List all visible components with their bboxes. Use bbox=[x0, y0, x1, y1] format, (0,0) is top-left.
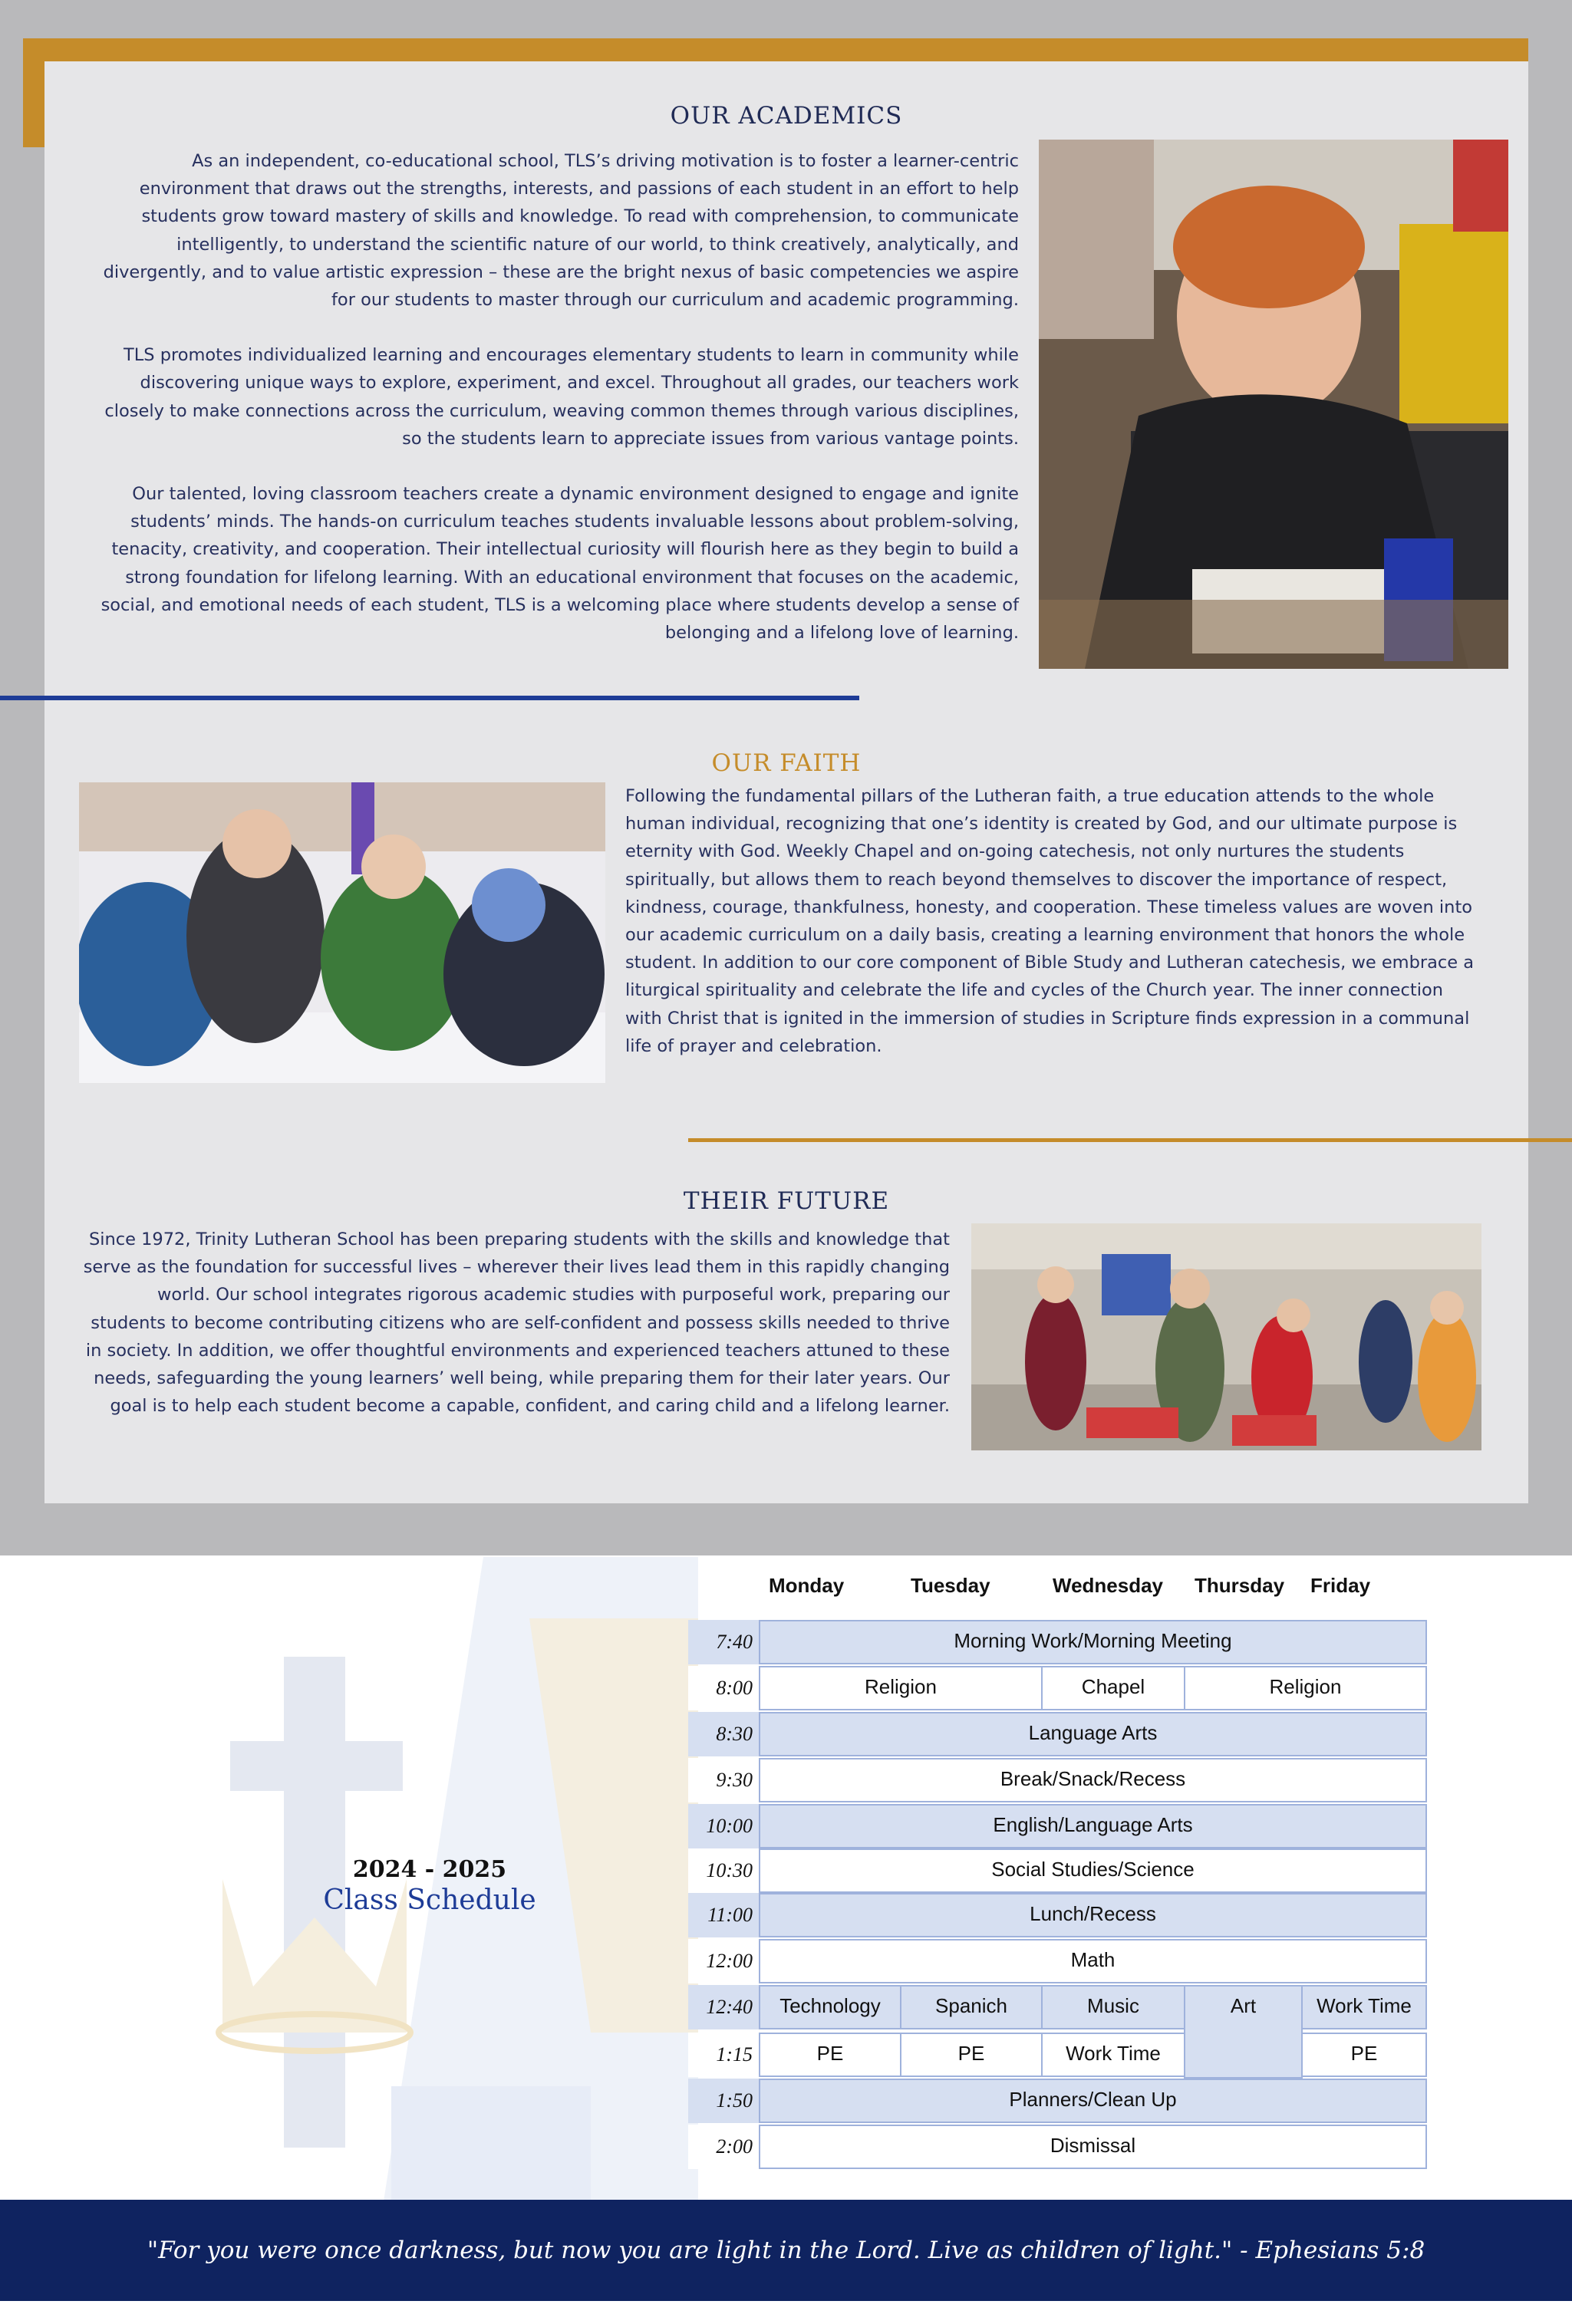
time-slot: 12:00 bbox=[706, 1950, 753, 1972]
schedule-cell: English/Language Arts bbox=[759, 1804, 1427, 1848]
gold-accent-corner bbox=[23, 38, 46, 147]
academics-text bbox=[81, 147, 1019, 647]
day-header-monday: Monday bbox=[769, 1574, 845, 1597]
schedule-cell: Art bbox=[1184, 1985, 1303, 2079]
schedule-cell: Work Time bbox=[1301, 1985, 1427, 2029]
academics-title: OUR ACADEMICS bbox=[670, 102, 903, 130]
day-header-tuesday: Tuesday bbox=[911, 1574, 990, 1597]
schedule-subtitle: Class Schedule bbox=[323, 1885, 536, 1916]
schedule-cell: Planners/Clean Up bbox=[759, 2079, 1427, 2123]
faith-title: OUR FAITH bbox=[711, 749, 862, 777]
time-slot: 9:30 bbox=[716, 1769, 753, 1791]
time-slot: 8:30 bbox=[716, 1723, 753, 1745]
future-title: THEIR FUTURE bbox=[683, 1187, 890, 1215]
time-slot: 2:00 bbox=[716, 2135, 753, 2158]
future-photo-classroom-pledge bbox=[971, 1223, 1481, 1450]
schedule-heading bbox=[292, 1856, 568, 1916]
time-slot: 1:50 bbox=[716, 2089, 753, 2112]
schedule-cell: Religion bbox=[1184, 1666, 1427, 1710]
schedule-cell: Spanich bbox=[900, 1985, 1043, 2029]
time-slot: 12:40 bbox=[706, 1996, 753, 2018]
schedule-cell: Music bbox=[1041, 1985, 1185, 2029]
future-text bbox=[81, 1226, 950, 1420]
time-slot: 7:40 bbox=[716, 1631, 753, 1653]
schedule-cell: PE bbox=[900, 2033, 1043, 2077]
schedule-year: 2024 - 2025 bbox=[352, 1856, 507, 1883]
schedule-cell: PE bbox=[759, 2033, 901, 2077]
schedule-cell: Language Arts bbox=[759, 1712, 1427, 1756]
time-slot: 1:15 bbox=[716, 2043, 753, 2066]
faith-text bbox=[625, 782, 1477, 1060]
section-divider-gold bbox=[688, 1138, 1572, 1142]
schedule-cell: Religion bbox=[759, 1666, 1043, 1710]
time-slot: 11:00 bbox=[707, 1904, 753, 1926]
academics-paragraph-2: TLS promotes individualized learning and encourages elementary students to learn in community while discovering unique ways to explore, experiment, and excel. Throughout all grades, our teachers work closely to make connections across the curriculum, weaving common themes through various disciplines, so the students learn to appreciate issues from various vantage points. bbox=[104, 345, 1019, 449]
academics-photo-student-writing bbox=[1039, 140, 1508, 669]
academics-paragraph-1: As an independent, co-educational school, TLS’s driving motivation is to foster a learner-centric environment that draws out the strengths, interests, and passions of each student in an effort to help students grow toward mastery of skills and knowledge. To read with comprehension, to communicate intelligently, to understand the scientific nature of our world, to think creatively, analytically, and divergently, and to value artistic expression – these are the bright nexus of basic competencies we aspire for our students to master through our curriculum and academic programming. bbox=[103, 151, 1019, 311]
gold-accent-bar bbox=[23, 38, 1528, 61]
day-header-thursday: Thursday bbox=[1195, 1574, 1285, 1597]
schedule-cell: Chapel bbox=[1041, 1666, 1185, 1710]
academics-paragraph-3: Our talented, loving classroom teachers create a dynamic environment designed to engage and ignite students’ minds. The hands-on curriculum teaches students invaluable lessons about problem-solving, tenacity, creativity, and cooperation. Their intellectual curiosity will flourish here as they begin to build a strong foundation for lifelong learning. With an educational environment that focuses on the academic, social, and emotional needs of each student, TLS is a welcoming place where students develop a sense of belonging and a lifelong love of learning. bbox=[101, 484, 1019, 644]
schedule-cell: Math bbox=[759, 1939, 1427, 1983]
future-paragraph: Since 1972, Trinity Lutheran School has been preparing students with the skills and knowledge that serve as the foundation for successful lives – wherever their lives lead them in this rapidly changing world. Our school integrates rigorous academic studies with purposeful work, preparing our students to become contributing citizens who are self-confident and possess skills needed to thrive in society. In addition, we offer thoughtful environments and experienced teachers attuned to these needs, safeguarding the young learners’ well being, while preparing them for their later years. Our goal is to help each student become a capable, confident, and caring child and a lifelong learner. bbox=[83, 1229, 950, 1417]
day-header-friday: Friday bbox=[1310, 1574, 1371, 1597]
section-divider-blue bbox=[0, 696, 859, 700]
schedule-cell: PE bbox=[1301, 2033, 1427, 2077]
time-slot: 8:00 bbox=[716, 1677, 753, 1699]
schedule-cell: Dismissal bbox=[759, 2125, 1427, 2169]
schedule-cell: Technology bbox=[759, 1985, 901, 2029]
time-slot: 10:00 bbox=[706, 1815, 753, 1837]
day-header-wednesday: Wednesday bbox=[1053, 1574, 1164, 1597]
schedule-cell: Work Time bbox=[1041, 2033, 1185, 2077]
schedule-cell: Morning Work/Morning Meeting bbox=[759, 1620, 1427, 1664]
faith-paragraph: Following the fundamental pillars of the Lutheran faith, a true education attends to the whole human individual, recognizing that one’s identity is created by God, and our ultimate purpose is eternity with God. Weekly Chapel and on-going catechesis, not only nurtures the students spiritually, but allows them to reach beyond themselves to discover the importance of respect, kindness, courage, thankfulness, honesty, and cooperation. These timeless values are woven into our academic curriculum on a daily basis, creating a learning environment that honors the whole student. In addition to our core component of Bible Study and Lutheran catechesis, we embrace a liturgical spirituality and celebrate the life and cycles of the Church year. The inner connection with Christ that is ignited in the immersion of studies in Scripture finds expression in a communal life of prayer and celebration. bbox=[625, 786, 1475, 1056]
faith-photo-children-in-snow bbox=[79, 782, 605, 1083]
schedule-cell: Lunch/Recess bbox=[759, 1893, 1427, 1937]
schedule-cell: Break/Snack/Recess bbox=[759, 1758, 1427, 1802]
schedule-cell: Social Studies/Science bbox=[759, 1848, 1427, 1893]
time-slot: 10:30 bbox=[706, 1859, 753, 1881]
footer-quote: "For you were once darkness, but now you are light in the Lord. Live as children of light." - Ephesians 5:8 bbox=[147, 2237, 1425, 2264]
